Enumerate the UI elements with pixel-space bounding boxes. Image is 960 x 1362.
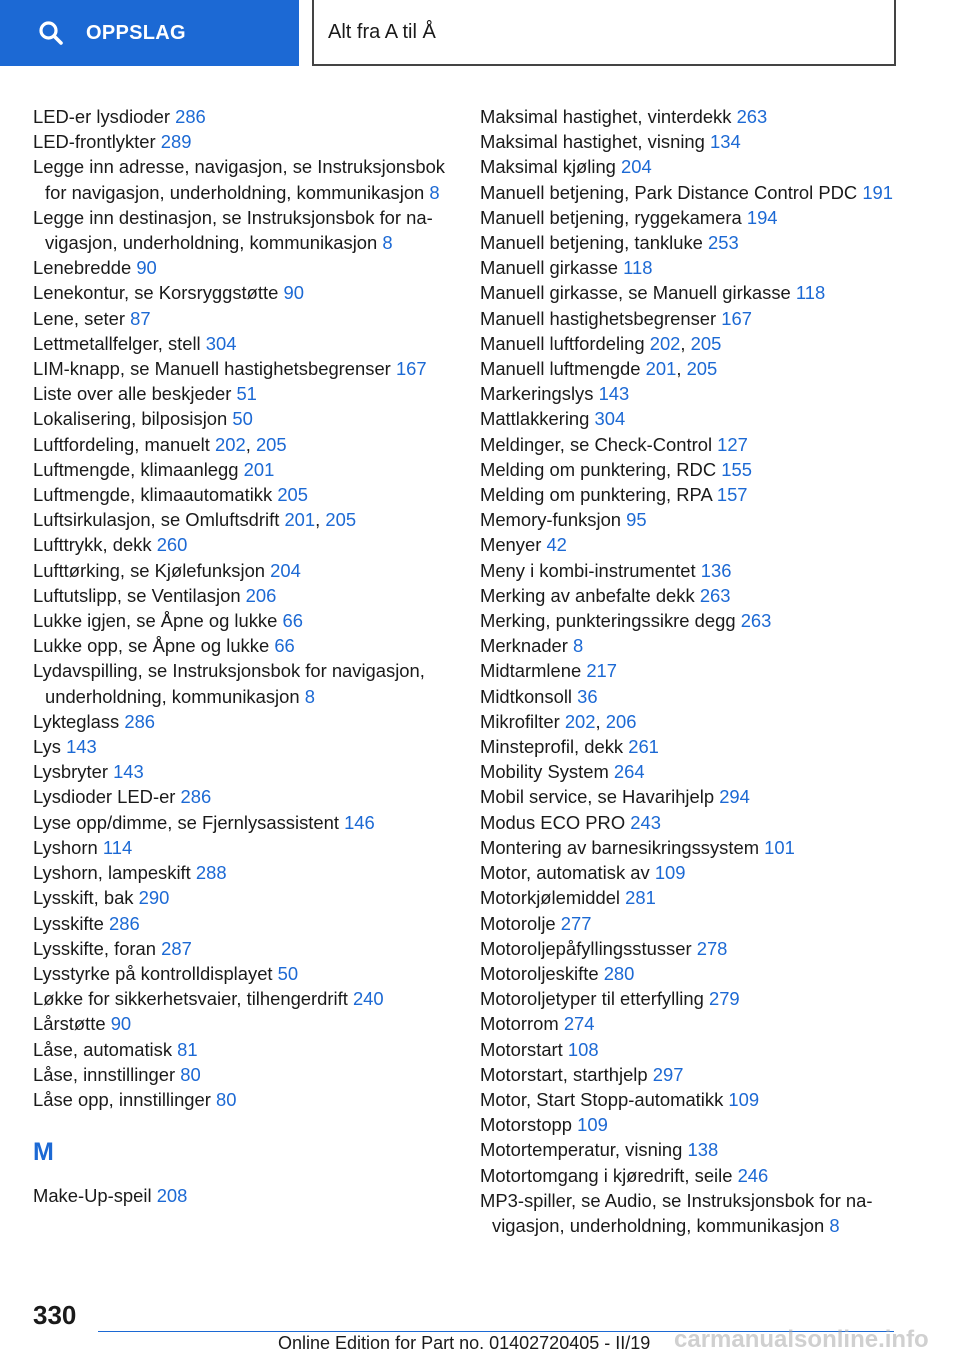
index-entry <box>480 885 910 910</box>
entry-term: Motorkjølemiddel <box>480 887 621 909</box>
index-entry <box>480 608 910 633</box>
entry-term: Luftutslipp, se Ventilasjon <box>33 584 241 606</box>
page-link[interactable]: 260 <box>156 534 188 556</box>
entry-term: Minsteprofil, dekk <box>480 736 624 758</box>
entry-term: Mobil service, se Havarihjelp <box>480 786 715 808</box>
page-link[interactable]: 205 <box>686 358 718 380</box>
entry-term: Lysstyrke på kontrolldisplayet <box>33 962 273 984</box>
entry-term: Legge inn adresse, navigasjon, se Instruksjonsbok for navigasjon, underholdning, kommunikasjon <box>33 156 446 203</box>
entry-term: Midtkonsoll <box>480 685 572 707</box>
page-link[interactable]: 201 <box>645 358 677 380</box>
entry-term: Låse opp, innstillinger <box>33 1088 211 1110</box>
entry-term: Merknader <box>480 635 568 657</box>
page-link[interactable]: 206 <box>245 584 277 606</box>
index-entry <box>33 406 453 431</box>
entry-term: Mobility System <box>480 761 609 783</box>
index-entry <box>480 810 910 835</box>
entry-term: Lene, seter <box>33 307 126 329</box>
entry-term: Maksimal hastighet, visning <box>480 131 705 153</box>
page-link[interactable]: 194 <box>746 206 778 228</box>
index-entry <box>480 658 910 683</box>
index-entry <box>480 280 910 305</box>
page-link[interactable]: 109 <box>728 1088 760 1110</box>
entry-term: Motorolje <box>480 912 556 934</box>
index-entry <box>480 457 910 482</box>
entry-term: Menyer <box>480 534 542 556</box>
page-link[interactable]: 294 <box>719 786 750 808</box>
entry-term: Motor, Start Stopp-automatikk <box>480 1088 724 1110</box>
page-link[interactable]: 143 <box>66 736 97 758</box>
page-link[interactable]: 240 <box>352 988 384 1010</box>
page-link[interactable]: 286 <box>108 912 140 934</box>
page-link[interactable]: 134 <box>710 131 741 153</box>
entry-term: Luftmengde, klimaautomatikk <box>33 484 273 506</box>
index-entry <box>33 1037 453 1062</box>
page-link[interactable]: 90 <box>110 1013 132 1035</box>
entry-term: Motoroljeskifte <box>480 962 599 984</box>
entry-term: Mattlakkering <box>480 408 590 430</box>
entry-term: Lysdioder LED-er <box>33 786 176 808</box>
page-title: Alt fra A til Å <box>312 0 896 66</box>
page-link[interactable]: 138 <box>687 1139 719 1161</box>
page-link[interactable]: 167 <box>395 358 427 380</box>
page-link[interactable]: 81 <box>177 1038 198 1060</box>
index-entry <box>33 835 453 860</box>
index-entry <box>33 1183 453 1208</box>
index-entry <box>480 684 910 709</box>
entry-term: Lykteglass <box>33 710 120 732</box>
page-link[interactable]: 167 <box>721 307 752 329</box>
page-link[interactable]: 118 <box>623 257 653 279</box>
page-link[interactable]: 217 <box>586 660 617 682</box>
entry-term: Motorstopp <box>480 1114 572 1136</box>
entry-term: Lettmetallfelger, stell <box>33 332 201 354</box>
entry-term: Manuell hastighetsbegrenser <box>480 307 717 329</box>
index-entry <box>33 104 453 129</box>
index-entry <box>480 381 910 406</box>
entry-term: Lysskift, bak <box>33 887 134 909</box>
page-link[interactable]: 8 <box>382 232 393 254</box>
entry-term: Memory-funksjon <box>480 509 622 531</box>
entry-term: Lyshorn, lampeskift <box>33 862 191 884</box>
entry-term: Lysbryter <box>33 761 108 783</box>
index-entry <box>480 911 910 936</box>
index-entry <box>480 1011 910 1036</box>
page-link[interactable]: 264 <box>613 761 645 783</box>
page-link[interactable]: 127 <box>717 433 748 455</box>
index-entry <box>33 205 453 255</box>
page-link[interactable]: 8 <box>573 635 584 657</box>
page-link[interactable]: 287 <box>161 937 192 959</box>
index-entry <box>33 784 453 809</box>
search-tab-label: OPPSLAG <box>86 21 186 44</box>
page-link[interactable]: 263 <box>736 106 768 127</box>
entry-term: Luftsirkulasjon, se Omluftsdrift <box>33 509 280 531</box>
entry-term: LED-frontlykter <box>33 131 156 153</box>
page-link[interactable]: 202 <box>564 710 596 732</box>
page-link[interactable]: 90 <box>136 257 157 279</box>
index-entry <box>480 558 910 583</box>
entry-term: Melding om punktering, RDC <box>480 458 717 480</box>
page-link[interactable]: 191 <box>862 181 894 203</box>
entry-term: Meldinger, se Check-Control <box>480 433 713 455</box>
index-entry: Luftfordeling, manuelt 202, 205 <box>33 433 287 455</box>
index-entry <box>33 911 453 936</box>
entry-term: Lufttørking, se Kjølefunksjon <box>33 559 266 581</box>
page-link[interactable]: 155 <box>721 458 752 480</box>
index-entry <box>33 734 453 759</box>
index-entry <box>480 1112 910 1137</box>
index-entry <box>33 129 453 154</box>
index-entry <box>33 885 453 910</box>
entry-term: Løkke for sikkerhetsvaier, tilhengerdrift <box>33 988 348 1010</box>
entry-term: Lys <box>33 736 61 758</box>
entry-term: Motorrom <box>480 1013 559 1035</box>
page-link[interactable]: 246 <box>737 1164 769 1186</box>
page-link[interactable]: 109 <box>654 862 686 884</box>
entry-term: MP3-spiller, se Audio, se Instruksjonsbok for navigasjon, underholdning, kommunikasjon <box>480 1189 873 1236</box>
entry-term: Motorstart <box>480 1038 563 1060</box>
index-entry <box>480 1087 910 1112</box>
page-link[interactable]: 290 <box>138 887 170 909</box>
index-entry <box>33 658 453 708</box>
index-entry <box>33 457 453 482</box>
index-entry <box>33 608 453 633</box>
index-entry <box>480 1137 910 1162</box>
index-list-l <box>33 104 453 1112</box>
entry-term: Meny i kombi-instrumentet <box>480 559 696 581</box>
entry-term: Modus ECO PRO <box>480 811 626 833</box>
entry-term: Markeringslys <box>480 383 594 405</box>
entry-term: Luftfordeling, manuelt <box>33 433 210 455</box>
page-link[interactable]: 297 <box>652 1063 684 1085</box>
page-link[interactable]: 204 <box>621 156 652 178</box>
page-link[interactable]: 204 <box>270 559 301 581</box>
index-entry <box>480 835 910 860</box>
page-link[interactable]: 66 <box>274 635 295 657</box>
entry-term: Merking, punkteringssikre degg <box>480 610 736 632</box>
page-link[interactable]: 118 <box>795 282 826 304</box>
entry-term: Manuell luftfordeling <box>480 332 645 354</box>
page-link[interactable]: 136 <box>700 559 732 581</box>
index-entry <box>33 381 453 406</box>
index-entry <box>480 759 910 784</box>
page-link[interactable]: 274 <box>563 1013 595 1035</box>
page-link[interactable]: 8 <box>829 1214 840 1236</box>
entry-term: Melding om punktering, RPA <box>480 484 712 506</box>
page-link[interactable]: 205 <box>690 332 722 354</box>
entry-term: Låse, automatisk <box>33 1038 173 1060</box>
index-entry <box>33 936 453 961</box>
page-link[interactable]: 205 <box>325 509 357 531</box>
page-link[interactable]: 114 <box>102 836 133 858</box>
index-entry <box>480 104 910 129</box>
entry-term: Legge inn destinasjon, se Instruksjonsbok for navigasjon, underholdning, kommunikasjon <box>33 206 433 254</box>
entry-term: Lukke opp, se Åpne og lukke <box>33 635 270 657</box>
page-link[interactable]: 143 <box>598 383 630 405</box>
index-entry <box>480 1188 910 1238</box>
index-entry <box>480 1062 910 1087</box>
page-link[interactable]: 205 <box>255 433 287 455</box>
page-link[interactable]: 36 <box>577 685 598 707</box>
page-link[interactable]: 263 <box>699 584 731 606</box>
page-link[interactable]: 201 <box>243 458 275 480</box>
page-link[interactable]: 263 <box>740 610 772 632</box>
entry-term: Lukke igjen, se Åpne og lukke <box>33 610 278 632</box>
index-entry <box>480 180 910 205</box>
entry-term: Lårstøtte <box>33 1013 106 1035</box>
index-entry <box>33 558 453 583</box>
index-column-left <box>33 104 453 1208</box>
index-entry <box>33 961 453 986</box>
index-entry <box>480 306 910 331</box>
index-entry <box>33 810 453 835</box>
index-entry <box>33 633 453 658</box>
index-entry <box>33 1087 453 1112</box>
page-link[interactable]: 8 <box>304 685 315 707</box>
entry-term: Lyshorn <box>33 836 98 858</box>
index-entry <box>33 482 453 507</box>
index-column-right <box>480 104 910 1238</box>
index-entry <box>33 306 453 331</box>
index-entry <box>480 961 910 986</box>
entry-term: Make-Up-speil <box>33 1185 152 1207</box>
index-entry <box>480 986 910 1011</box>
page-link[interactable]: 286 <box>180 786 212 808</box>
page-link[interactable]: 50 <box>232 408 253 430</box>
index-entry <box>33 255 453 280</box>
page-link[interactable]: 277 <box>560 912 592 934</box>
site-watermark: carmanualsonline.info <box>674 1326 929 1353</box>
entry-term: Manuell betjening, ryggekamera <box>480 206 742 228</box>
index-entry <box>480 860 910 885</box>
entry-term: Liste over alle beskjeder <box>33 383 232 405</box>
page-link[interactable]: 278 <box>696 937 728 959</box>
index-entry <box>480 1163 910 1188</box>
search-icon <box>38 20 64 46</box>
index-list-m <box>33 1183 453 1208</box>
page-link[interactable]: 80 <box>216 1088 237 1110</box>
entry-term: Mikrofilter <box>480 710 560 732</box>
page-number: 330 <box>33 1300 77 1330</box>
entry-term: Midtarmlene <box>480 660 582 682</box>
page-link[interactable]: 90 <box>283 282 304 304</box>
page-link[interactable]: 143 <box>113 761 144 783</box>
index-entry <box>33 709 453 734</box>
entry-term: Manuell betjening, Park Distance Control PDC <box>480 181 858 203</box>
entry-term: Lyse opp/dimme, se Fjernlysassistent <box>33 811 339 833</box>
entry-term: LIM-knapp, se Manuell hastighetsbegrenser <box>33 358 391 380</box>
page-link[interactable]: 286 <box>124 710 156 732</box>
entry-term: Manuell luftmengde <box>480 358 641 380</box>
search-tab[interactable] <box>0 0 299 66</box>
entry-term: Motorstart, starthjelp <box>480 1063 648 1085</box>
index-entry <box>480 129 910 154</box>
entry-term: Luftmengde, klimaanlegg <box>33 458 239 480</box>
page-link[interactable]: 243 <box>630 811 661 833</box>
index-list-m-continued <box>480 104 910 1238</box>
page-link[interactable]: 66 <box>282 610 303 632</box>
index-entry <box>480 507 910 532</box>
entry-term: Lufttrykk, dekk <box>33 534 152 556</box>
page-link[interactable]: 95 <box>626 509 647 531</box>
index-entry <box>480 633 910 658</box>
entry-term: Manuell girkasse <box>480 257 618 279</box>
index-entry <box>480 154 910 179</box>
entry-term: Motor, automatisk av <box>480 862 650 884</box>
page-link[interactable]: 286 <box>175 106 206 127</box>
page-link[interactable]: 201 <box>284 509 316 531</box>
page-link[interactable]: 202 <box>215 433 246 455</box>
index-entry: Luftsirkulasjon, se Omluftsdrift 201, 205 <box>33 509 357 531</box>
entry-term: Motoroljepåfyllingsstusser <box>480 937 692 959</box>
entry-term: Maksimal hastighet, vinterdekk <box>480 106 732 127</box>
index-entry <box>480 230 910 255</box>
page-link[interactable]: 109 <box>577 1114 608 1136</box>
index-entry <box>480 936 910 961</box>
index-entry <box>480 255 910 280</box>
index-entry <box>480 1037 910 1062</box>
page-link[interactable]: 51 <box>236 383 257 405</box>
entry-term: Låse, innstillinger <box>33 1063 176 1085</box>
entry-term: Merking av anbefalte dekk <box>480 584 695 606</box>
page-link[interactable]: 208 <box>156 1185 188 1207</box>
entry-term: Lenebredde <box>33 257 132 279</box>
index-entry <box>480 734 910 759</box>
entry-term: Manuell girkasse, se Manuell girkasse <box>480 282 791 304</box>
page-link[interactable]: 280 <box>603 962 635 984</box>
index-entry: Manuell luftmengde 201, 205 <box>480 358 718 380</box>
page-link[interactable]: 146 <box>344 811 375 833</box>
index-entry <box>33 583 453 608</box>
index-entry <box>33 356 453 381</box>
page-link[interactable]: 50 <box>277 962 299 984</box>
index-entry <box>33 759 453 784</box>
page-link[interactable]: 304 <box>594 408 626 430</box>
section-letter: M <box>33 1138 54 1167</box>
index-entry <box>480 406 910 431</box>
page-link[interactable]: 8 <box>429 181 440 203</box>
page-link[interactable]: 80 <box>180 1063 201 1085</box>
index-entry: Mikrofilter 202, 206 <box>480 710 637 732</box>
entry-term: Lydavspilling, se Instruksjonsbok for navigasjon, underholdning, kommunikasjon <box>33 660 425 707</box>
entry-term: Lenekontur, se Korsryggstøtte <box>33 282 279 304</box>
page-link[interactable]: 87 <box>130 307 151 329</box>
entry-term: Montering av barnesikringssystem <box>480 836 760 858</box>
index-entry: Manuell luftfordeling 202, 205 <box>480 332 722 354</box>
entry-term: Manuell betjening, tankluke <box>480 232 703 254</box>
entry-term: Lokalisering, bilposisjon <box>33 408 228 430</box>
page-link[interactable]: 304 <box>205 332 237 354</box>
entry-term: Maksimal kjøling <box>480 156 616 178</box>
page-link[interactable]: 101 <box>764 836 795 858</box>
page-link[interactable]: 261 <box>628 736 659 758</box>
page-link[interactable]: 281 <box>625 887 656 909</box>
index-entry <box>33 532 453 557</box>
index-entry <box>480 784 910 809</box>
index-entry <box>33 1062 453 1087</box>
page-link[interactable]: 279 <box>708 988 740 1010</box>
entry-term: LED-er lysdioder <box>33 106 170 127</box>
page-link[interactable]: 157 <box>716 484 748 506</box>
page-link[interactable]: 205 <box>277 484 309 506</box>
index-entry <box>33 1011 453 1036</box>
index-entry <box>33 154 453 204</box>
index-entry <box>480 432 910 457</box>
index-entry <box>480 532 910 557</box>
entry-term: Motoroljetyper til etterfylling <box>480 988 704 1010</box>
index-entry <box>480 205 910 230</box>
page-link[interactable]: 202 <box>649 332 681 354</box>
page-link[interactable]: 253 <box>708 232 739 254</box>
page-link[interactable]: 289 <box>160 131 192 153</box>
page-link[interactable]: 108 <box>567 1038 599 1060</box>
page-link[interactable]: 42 <box>546 534 567 556</box>
edition-text: Online Edition for Part no. 01402720405 - II/19 <box>278 1333 651 1353</box>
index-entry <box>480 482 910 507</box>
page-link[interactable]: 288 <box>195 862 227 884</box>
entry-term: Motortemperatur, visning <box>480 1139 683 1161</box>
entry-term: Lysskifte <box>33 912 104 934</box>
page-link[interactable]: 206 <box>605 710 637 732</box>
index-entry <box>480 583 910 608</box>
index-entry <box>33 986 453 1011</box>
index-entry <box>33 280 453 305</box>
entry-term: Motortomgang i kjøredrift, seile <box>480 1164 733 1186</box>
header <box>0 0 960 66</box>
entry-term: Lysskifte, foran <box>33 937 156 959</box>
index-entry <box>33 860 453 885</box>
index-entry <box>33 331 453 356</box>
